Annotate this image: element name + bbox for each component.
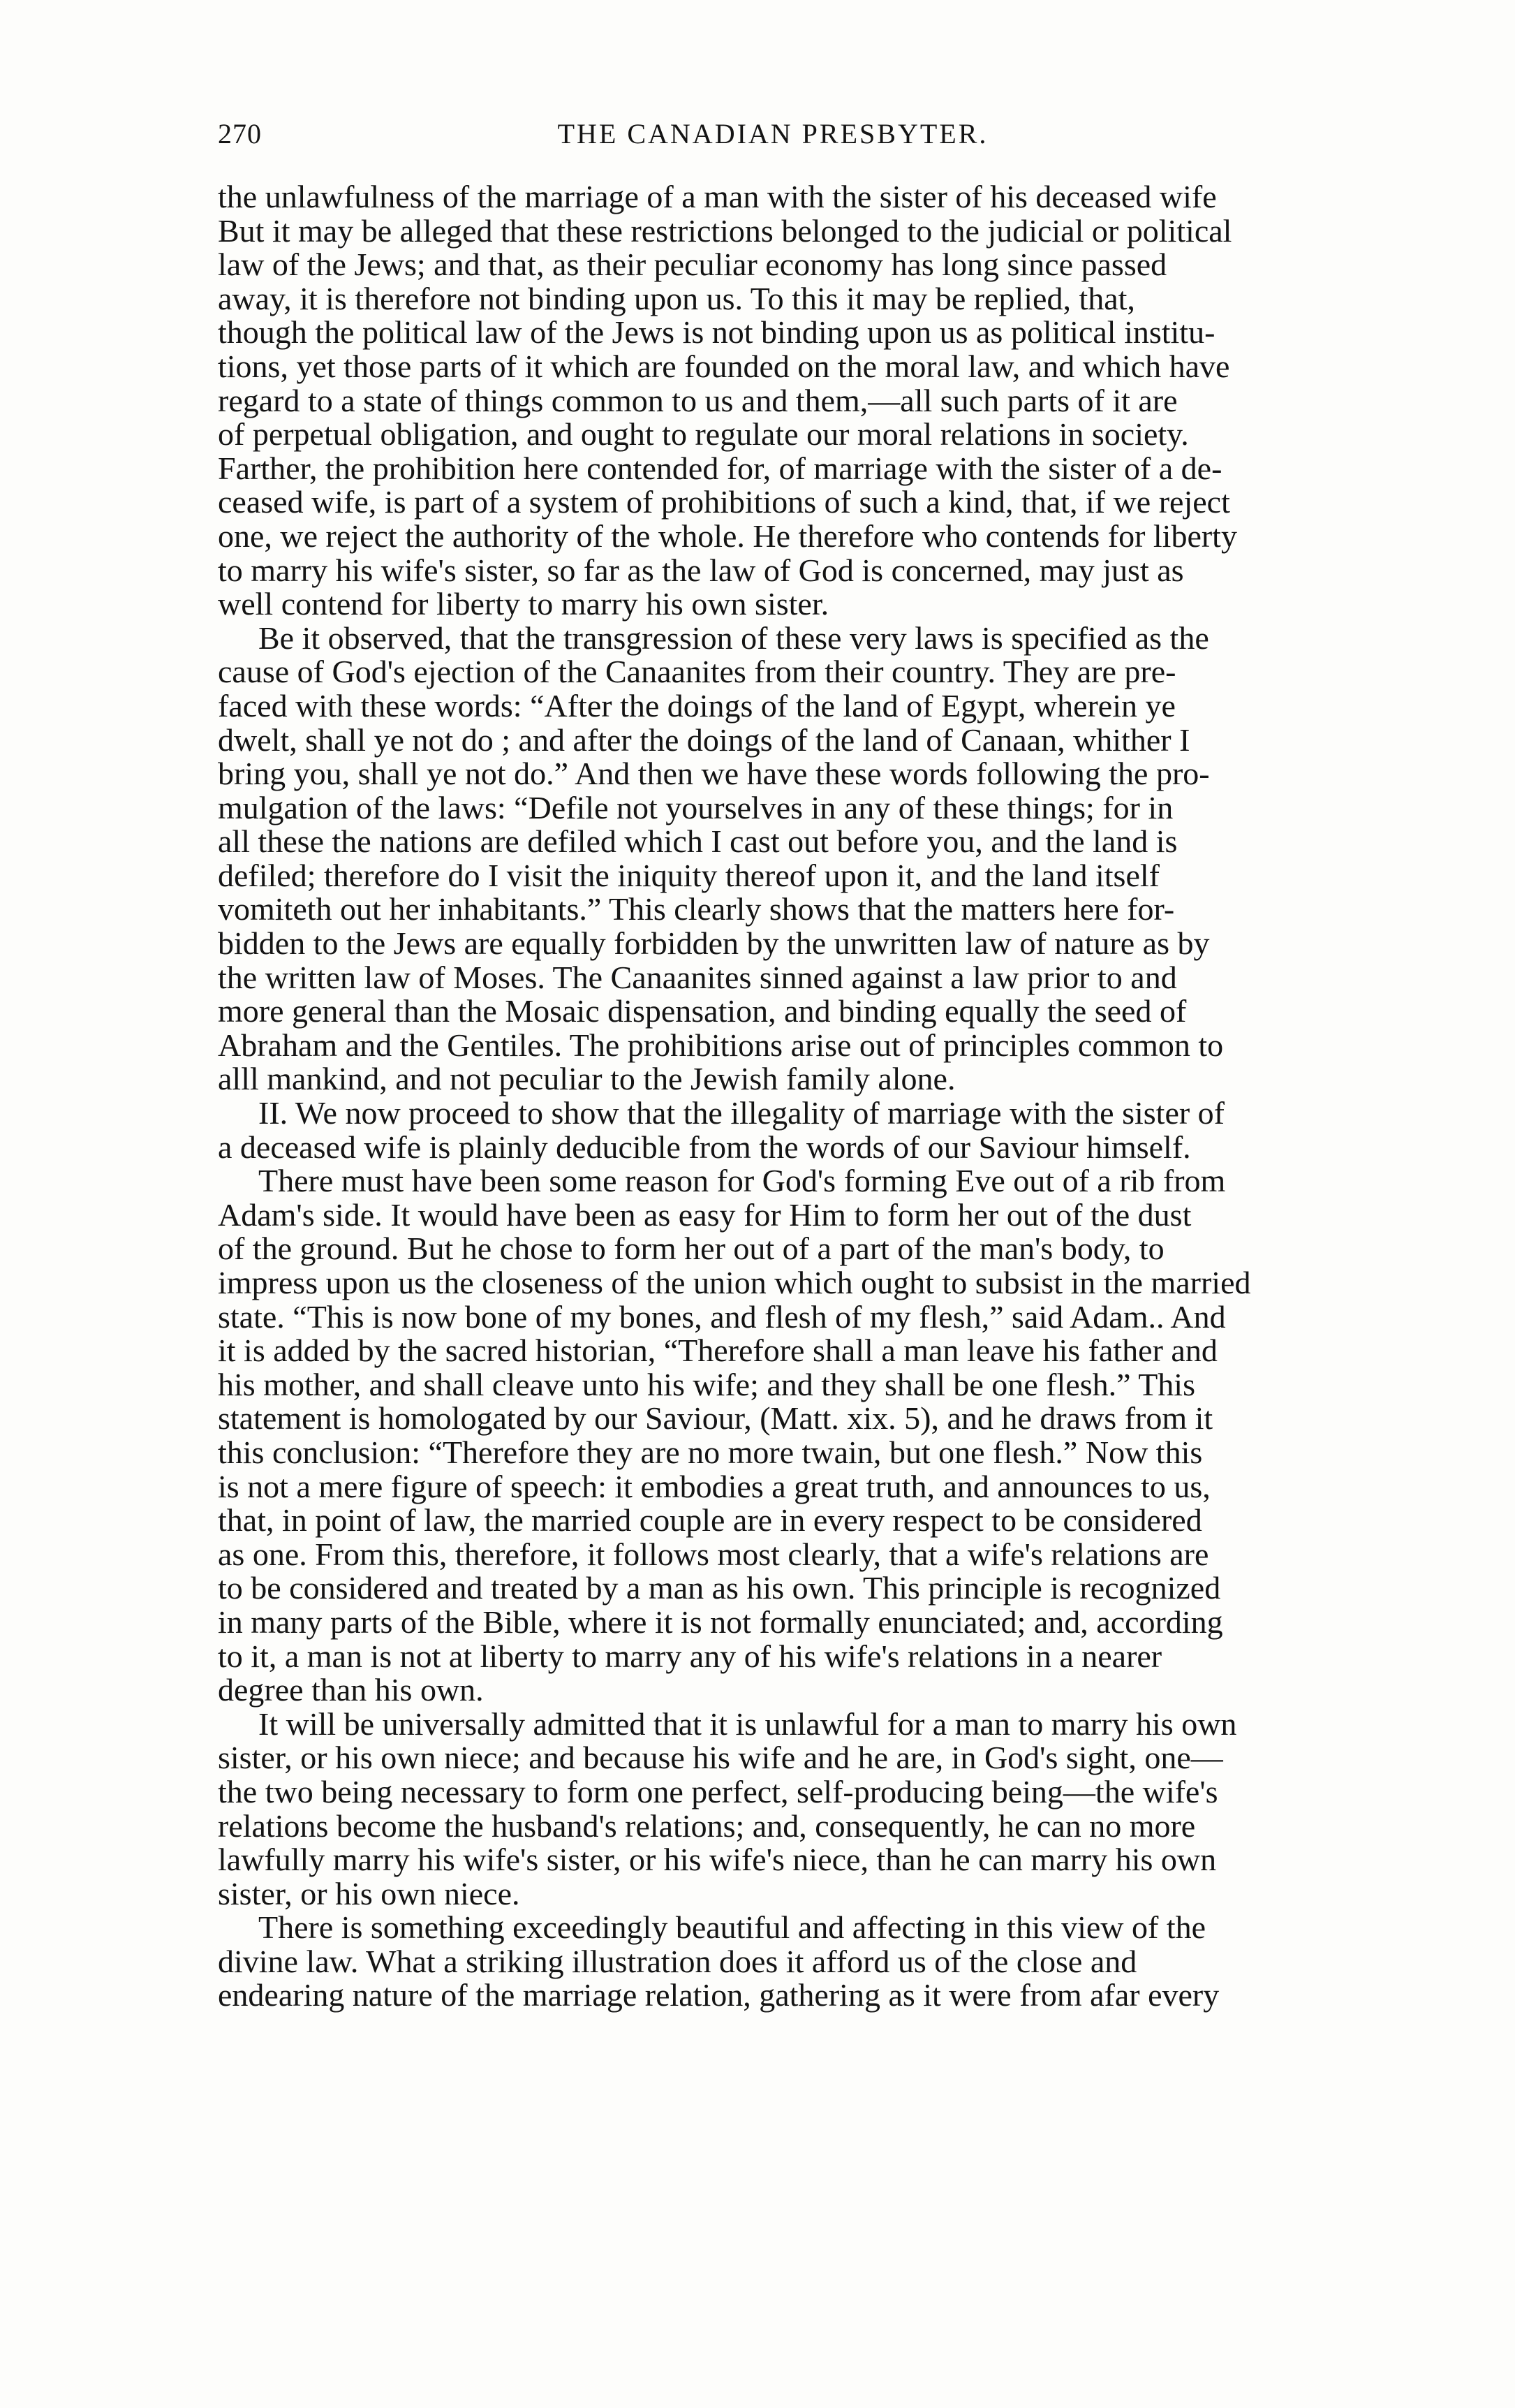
text-line: There must have been some reason for God's forming Eve out of a rib from bbox=[258, 1163, 1226, 1199]
text-line: to marry his wife's sister, so far as the law of God is concerned, may just as bbox=[218, 552, 1184, 588]
body-text bbox=[218, 180, 1447, 2013]
text-line: of the ground. But he chose to form her out of a part of the man's body, to bbox=[218, 1231, 1165, 1267]
text-line: alll mankind, and not peculiar to the Jewish family alone. bbox=[218, 1061, 956, 1097]
text-line: tions, yet those parts of it which are founded on the moral law, and which have bbox=[218, 348, 1230, 384]
text-line: more general than the Mosaic dispensation, and binding equally the seed of bbox=[218, 993, 1187, 1029]
text-line: the written law of Moses. The Canaanites sinned against a law prior to and bbox=[218, 959, 1177, 995]
text-line: vomiteth out her inhabitants.” This clearly shows that the matters here for- bbox=[218, 891, 1175, 927]
text-line: bidden to the Jews are equally forbidden by the unwritten law of nature as by bbox=[218, 925, 1210, 962]
text-line: his mother, and shall cleave unto his wife; and they shall be one flesh.” This bbox=[218, 1366, 1195, 1402]
text-line: ceased wife, is part of a system of prohibitions of such a kind, that, if we reject bbox=[218, 484, 1230, 520]
text-line: that, in point of law, the married couple are in every respect to be considered bbox=[218, 1502, 1202, 1539]
text-line: There is something exceedingly beautiful and affecting in this view of the bbox=[258, 1909, 1206, 1946]
text-line: regard to a state of things common to us and them,—all such parts of it are bbox=[218, 382, 1178, 418]
text-line: the two being necessary to form one perfect, self-producing being—the wife's bbox=[218, 1773, 1218, 1809]
text-line: It will be universally admitted that it is unlawful for a man to marry his own bbox=[258, 1705, 1237, 1742]
text-line: dwelt, shall ye not do ; and after the doings of the land of Canaan, whither I bbox=[218, 721, 1190, 758]
text-line: one, we reject the authority of the whole. He therefore who contends for liberty bbox=[218, 517, 1237, 554]
text-line: the unlawfulness of the marriage of a man with the sister of his deceased wife bbox=[218, 179, 1217, 214]
text-line: it is added by the sacred historian, “Therefore shall a man leave his father and bbox=[218, 1333, 1218, 1369]
page-number: 270 bbox=[218, 118, 262, 149]
text-line: Farther, the prohibition here contended for, of marriage with the sister of a de- bbox=[218, 450, 1222, 486]
text-line: law of the Jews; and that, as their peculiar economy has long since passed bbox=[218, 247, 1167, 283]
text-line: all these the nations are defiled which I cast out before you, and the land is bbox=[218, 823, 1178, 860]
text-line: Be it observed, that the transgression of these very laws is specified as the bbox=[258, 619, 1209, 656]
text-line: degree than his own. bbox=[218, 1672, 484, 1708]
text-line: endearing nature of the marriage relation, gathering as it were from afar every bbox=[218, 1977, 1220, 2013]
text-line: sister, or his own niece. bbox=[218, 1875, 520, 1911]
text-line: in many parts of the Bible, where it is not formally enunciated; and, according bbox=[218, 1603, 1223, 1640]
text-line: this conclusion: “Therefore they are no more twain, but one flesh.” Now this bbox=[218, 1434, 1203, 1470]
text-line: impress upon us the closeness of the union which ought to subsist in the married bbox=[218, 1265, 1251, 1300]
text-line: statement is homologated by our Saviour, (Matt. xix. 5), and he draws from it bbox=[218, 1400, 1213, 1437]
text-line: well contend for liberty to marry his own sister. bbox=[218, 586, 829, 622]
text-line: of perpetual obligation, and ought to regulate our moral relations in society. bbox=[218, 416, 1189, 453]
text-line: lawfully marry his wife's sister, or his wife's niece, than he can marry his own bbox=[218, 1842, 1217, 1878]
text-line: as one. From this, therefore, it follows most clearly, that a wife's relations are bbox=[218, 1536, 1209, 1572]
text-line: state. “This is now bone of my bones, and flesh of my flesh,” said Adam.. And bbox=[218, 1298, 1226, 1335]
text-line: mulgation of the laws: “Defile not yourselves in any of these things; for in bbox=[218, 789, 1174, 825]
text-line: relations become the husband's relations; and, consequently, he can no more bbox=[218, 1807, 1196, 1844]
text-line: is not a mere figure of speech: it embodies a great truth, and announces to us, bbox=[218, 1468, 1211, 1504]
text-line: II. We now proceed to show that the illegality of marriage with the sister of bbox=[258, 1095, 1225, 1131]
text-line: to it, a man is not at liberty to marry any of his wife's relations in a nearer bbox=[218, 1638, 1162, 1674]
text-line: divine law. What a striking illustration does it afford us of the close and bbox=[218, 1943, 1137, 1979]
running-head bbox=[218, 117, 1286, 166]
text-line: defiled; therefore do I visit the iniquity thereof upon it, and the land itself bbox=[218, 857, 1160, 893]
text-line: sister, or his own niece; and because his wife and he are, in God's sight, one— bbox=[218, 1740, 1223, 1776]
running-title: THE CANADIAN PRESBYTER. bbox=[557, 118, 989, 149]
text-line: away, it is therefore not binding upon us. To this it may be replied, that, bbox=[218, 280, 1135, 316]
text-line: Adam's side. It would have been as easy for Him to form her out of the dust bbox=[218, 1196, 1192, 1233]
text-line: Abraham and the Gentiles. The prohibitions arise out of principles common to bbox=[218, 1027, 1224, 1063]
text-line: a deceased wife is plainly deducible from the words of our Saviour himself. bbox=[218, 1129, 1191, 1165]
text-line: though the political law of the Jews is not binding upon us as political institu- bbox=[218, 314, 1215, 351]
text-line: bring you, shall ye not do.” And then we have these words following the pro- bbox=[218, 756, 1210, 792]
text-line: But it may be alleged that these restrictions belonged to the judicial or political bbox=[218, 212, 1232, 249]
text-line: to be considered and treated by a man as his own. This principle is recognized bbox=[218, 1570, 1221, 1606]
text-line: faced with these words: “After the doings of the land of Egypt, wherein ye bbox=[218, 687, 1176, 724]
text-line: cause of God's ejection of the Canaanites from their country. They are pre- bbox=[218, 654, 1176, 690]
